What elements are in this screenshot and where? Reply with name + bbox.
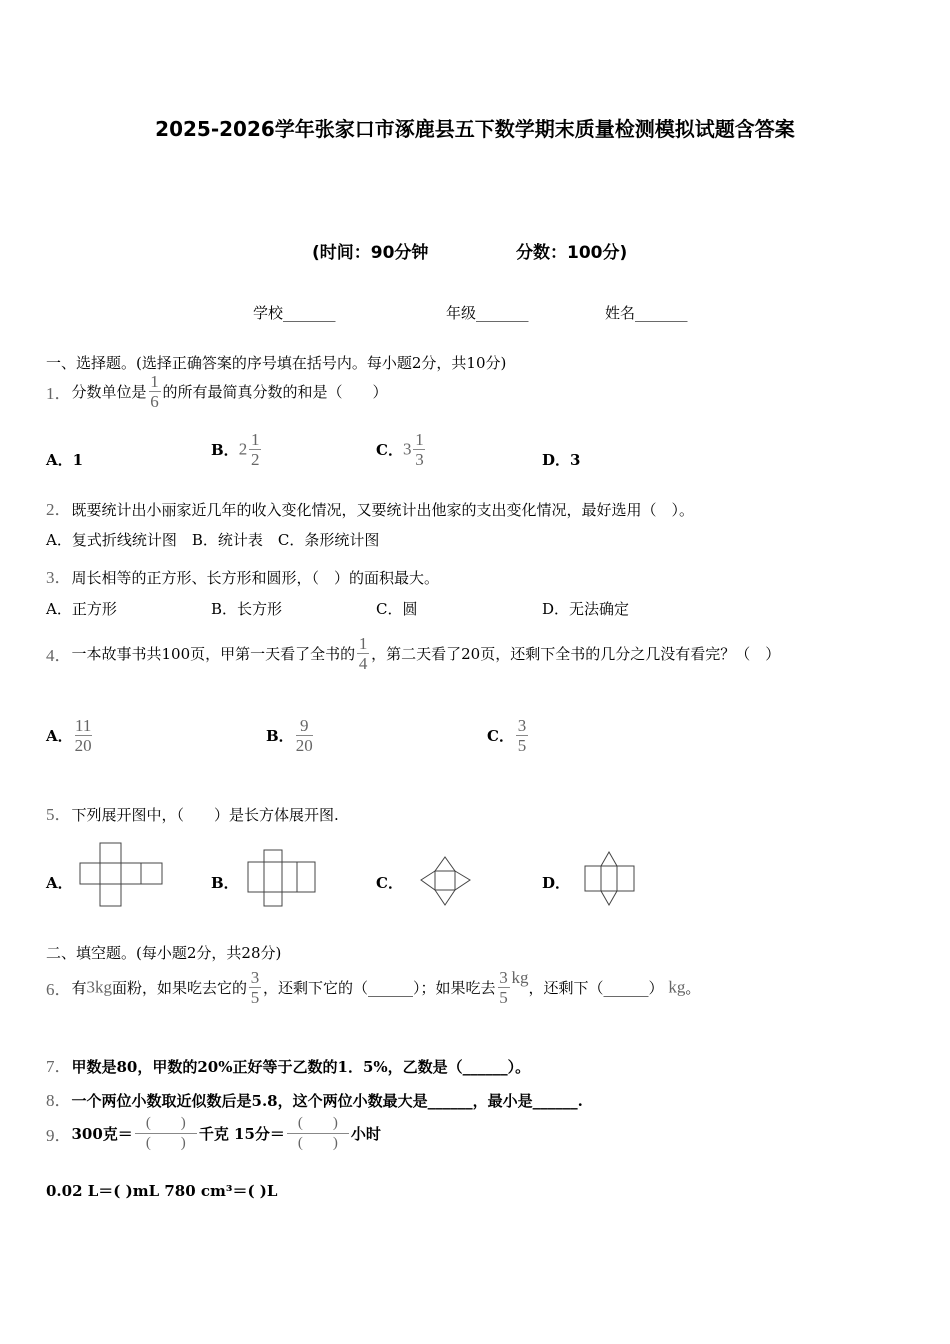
- page-title: 2025-2026学年张家口市涿鹿县五下数学期末质量检测模拟试题含答案: [155, 117, 795, 141]
- section-1-heading: 一、选择题。(选择正确答案的序号填在括号内。每小题2分，共10分): [46, 354, 507, 372]
- q5-option-c: C．: [376, 874, 403, 892]
- q4-c-fraction: $\frac{3}{5}$: [517, 716, 527, 755]
- q4-option-c: C． $\frac{3}{5}$: [487, 716, 527, 755]
- school-field: 学校_______: [253, 304, 336, 322]
- score-info: 分数：100分): [516, 243, 628, 263]
- q5-option-d: D．: [542, 874, 571, 892]
- grade-field: 年级_______: [446, 304, 529, 322]
- q9-text: 9．300克＝ $\frac{( )}{( )}$ 千克 15分＝ $\frac{( )}{( )}$ 小时: [46, 1115, 381, 1151]
- q1-option-d: D．3: [542, 451, 581, 469]
- q5-option-a: A．: [46, 874, 73, 892]
- q1-c-whole: 3: [402, 439, 412, 459]
- q3-option-a: A．正方形: [46, 600, 117, 618]
- time-info: (时间：90分钟: [312, 243, 429, 263]
- q6-fraction-1: $\frac{3}{5}$: [250, 968, 260, 1007]
- q1-b-fraction: $\frac{1}{2}$: [250, 430, 260, 469]
- fraction-1-6: $\frac{1}{6}$: [150, 372, 159, 411]
- q3-option-c: C．圆: [376, 600, 418, 618]
- q9-blank-fraction-2[interactable]: $\frac{( )}{( )}$: [287, 1114, 349, 1153]
- q4-option-b: B． $\frac{9}{20}$: [266, 716, 313, 755]
- section-2-heading: 二、填空题。(每小题2分，共28分): [46, 944, 282, 962]
- fraction-1-4: $\frac{1}{4}$: [358, 634, 368, 673]
- q1-option-b: B．2 $\frac{1}{2}$: [211, 430, 260, 469]
- q1-c-fraction: $\frac{1}{3}$: [415, 430, 424, 469]
- q1-text: 1．分数单位是 $\frac{1}{6}$ 的所有最简真分数的和是（ ）: [46, 372, 388, 411]
- q2-options: A．复式折线统计图 B．统计表 C．条形统计图: [46, 531, 380, 549]
- net-c-diagram: [420, 856, 472, 906]
- q7-text: 7．甲数是80，甲数的20%正好等于乙数的1．5%，乙数是（______）。: [46, 1057, 531, 1076]
- q6-text: 6．有3kg面粉，如果吃去它的 $\frac{3}{5}$ ，还剩下它的（______）；如果吃去 $\frac{3}{5}$ kg，还剩下（______） kg。: [46, 968, 701, 1007]
- q9-blank-fraction-1[interactable]: $\frac{( )}{( )}$: [135, 1114, 197, 1153]
- q3-option-d: D．无法确定: [542, 600, 630, 618]
- net-d-diagram: [584, 851, 636, 907]
- q4-a-fraction: $\frac{11}{20}$: [74, 716, 92, 755]
- q6-fraction-2: $\frac{3}{5}$: [499, 968, 508, 1007]
- name-field: 姓名_______: [605, 304, 688, 322]
- q2-text: 2．既要统计出小丽家近几年的收入变化情况，又要统计出他家的支出变化情况，最好选用（ ）。: [46, 500, 695, 519]
- q1-option-c: C．3 $\frac{1}{3}$: [376, 430, 424, 469]
- q4-text: 4．一本故事书共100页，甲第一天看了全书的 $\frac{1}{4}$ ，第二天看了20页，还剩下全书的几分之几没有看完？（ ）: [46, 634, 781, 673]
- net-a-diagram: [78, 842, 166, 908]
- net-b-diagram: [247, 849, 317, 908]
- q4-b-fraction: $\frac{9}{20}$: [295, 716, 313, 755]
- q1-option-a: A．1: [46, 451, 84, 469]
- q10-text: 0.02 L＝( )mL 780 cm³＝( )L: [46, 1182, 278, 1200]
- q3-text: 3．周长相等的正方形、长方形和圆形，（ ）的面积最大。: [46, 568, 440, 587]
- q5-text: 5．下列展开图中，（ ）是长方体展开图.: [46, 805, 339, 824]
- q3-option-b: B．长方形: [211, 600, 283, 618]
- q5-option-b: B．: [211, 874, 239, 892]
- q1-b-whole: 2: [238, 439, 248, 459]
- q4-option-a: A． $\frac{11}{20}$: [46, 716, 92, 755]
- q8-text: 8．一个两位小数取近似数后是5.8，这个两位小数最大是______，最小是______.: [46, 1091, 583, 1110]
